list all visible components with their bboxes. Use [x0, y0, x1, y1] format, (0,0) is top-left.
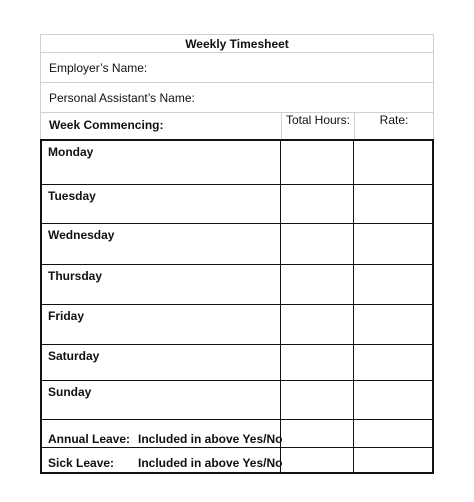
- annual-leave-note: Included in above Yes/No: [138, 432, 283, 446]
- day-label-saturday: Saturday: [48, 349, 100, 363]
- table-row[interactable]: [42, 381, 432, 420]
- day-label-friday: Friday: [48, 309, 85, 323]
- day-label-sunday: Sunday: [48, 385, 92, 399]
- sick-leave-cell: [48, 456, 283, 470]
- annual-leave-cell: [48, 432, 283, 446]
- sick-leave-note: Included in above Yes/No: [138, 456, 283, 470]
- day-label-monday: Monday: [48, 145, 94, 159]
- rate-header: Rate:: [354, 113, 433, 139]
- table-row[interactable]: [42, 305, 432, 345]
- week-commencing-label: Week Commencing:: [49, 118, 164, 132]
- table-row[interactable]: [42, 420, 432, 448]
- sick-leave-label: Sick Leave:: [48, 456, 115, 470]
- assistant-name-row[interactable]: [40, 82, 434, 112]
- annual-leave-label: Annual Leave:: [48, 432, 131, 446]
- day-label-thursday: Thursday: [48, 269, 103, 283]
- assistant-name-label: Personal Assistant’s Name:: [49, 91, 195, 105]
- employer-name-row[interactable]: [40, 52, 434, 82]
- employer-name-label: Employer’s Name:: [49, 61, 148, 75]
- table-row[interactable]: [42, 224, 432, 265]
- table-row[interactable]: [42, 345, 432, 381]
- table-row[interactable]: [42, 185, 432, 224]
- table-header-row: [40, 112, 434, 139]
- timesheet: [40, 34, 434, 474]
- table-row[interactable]: [42, 265, 432, 305]
- timesheet-grid: [40, 139, 434, 474]
- day-label-tuesday: Tuesday: [48, 189, 96, 203]
- day-label-wednesday: Wednesday: [48, 228, 115, 242]
- timesheet-title: Weekly Timesheet: [40, 34, 434, 52]
- table-row[interactable]: [42, 141, 432, 185]
- total-hours-header: Total Hours:: [281, 113, 354, 139]
- table-row[interactable]: [42, 448, 432, 472]
